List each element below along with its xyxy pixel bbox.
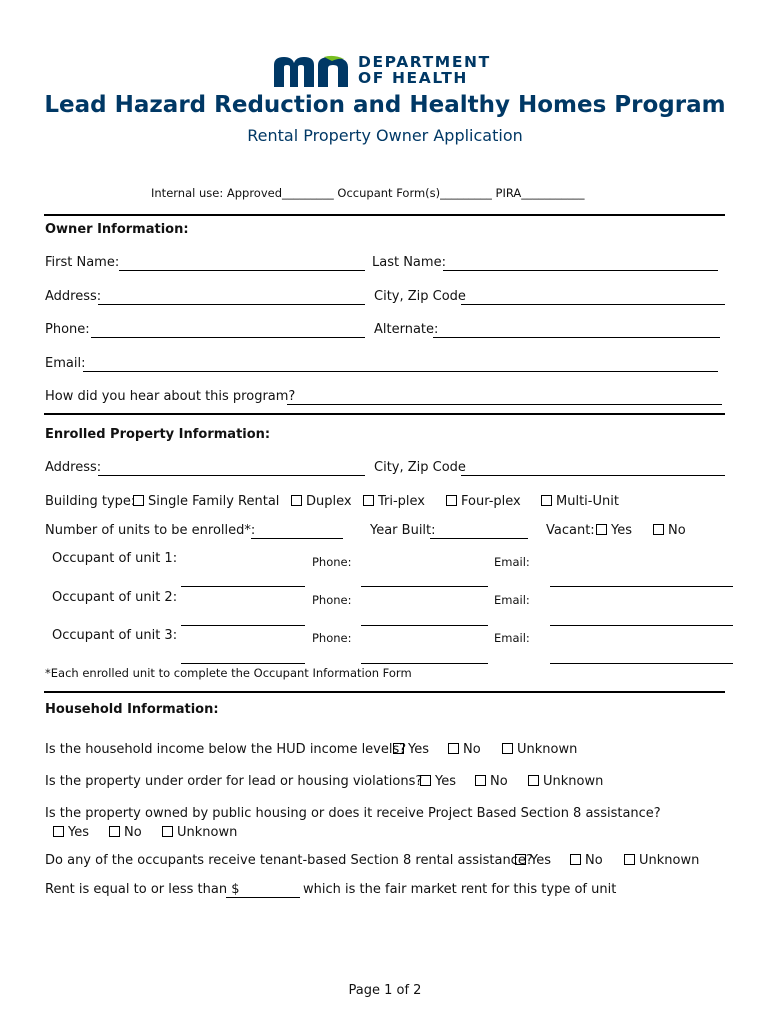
property-section-heading: Enrolled Property Information: [45, 427, 271, 442]
occupant-2-label: Occupant of unit 2: [52, 590, 178, 605]
checkbox[interactable] [653, 524, 664, 535]
vacant-no[interactable]: No [653, 523, 686, 538]
violations-yes[interactable]: Yes [420, 774, 456, 789]
mn-logo-icon [272, 55, 352, 89]
first-name-field[interactable] [119, 270, 365, 271]
checkbox[interactable] [448, 743, 459, 754]
checkbox[interactable] [624, 854, 635, 865]
violations-unknown[interactable]: Unknown [528, 774, 603, 789]
checkbox[interactable] [446, 495, 457, 506]
occupant-3-email-field[interactable] [550, 663, 733, 664]
occupant-3-email-label: Email: [494, 631, 530, 645]
occupant-1-phone-field[interactable] [361, 586, 488, 587]
owner-email-label: Email: [45, 356, 86, 371]
units-enrolled-label: Number of units to be enrolled*: [45, 523, 256, 538]
occupant-2-phone-field[interactable] [361, 625, 488, 626]
checkbox[interactable] [363, 495, 374, 506]
checkbox[interactable] [393, 743, 404, 754]
property-city-zip-field[interactable] [461, 475, 725, 476]
checkbox[interactable] [162, 826, 173, 837]
hear-about-label: How did you hear about this program? [45, 389, 296, 404]
building-type-triplex[interactable]: Tri-plex [363, 494, 425, 509]
property-address-label: Address: [45, 460, 102, 475]
rent-question-start: Rent is equal to or less than $ [45, 882, 240, 897]
public-housing-question: Is the property owned by public housing or does it receive Project Based Section 8 assistance? [45, 806, 661, 821]
building-type-duplex[interactable]: Duplex [291, 494, 352, 509]
section-divider [44, 413, 725, 415]
hear-about-field[interactable] [287, 404, 722, 405]
checkbox[interactable] [291, 495, 302, 506]
vacant-yes[interactable]: Yes [596, 523, 632, 538]
checkbox[interactable] [420, 775, 431, 786]
units-enrolled-field[interactable] [251, 538, 343, 539]
year-built-field[interactable] [430, 538, 528, 539]
occupant-2-phone-label: Phone: [312, 593, 352, 607]
occupant-2-email-label: Email: [494, 593, 530, 607]
income-unknown[interactable]: Unknown [502, 742, 577, 757]
first-name-label: First Name: [45, 255, 120, 270]
owner-city-zip-label: City, Zip Code [374, 289, 466, 304]
violations-question: Is the property under order for lead or housing violations? [45, 774, 423, 789]
occupant-1-email-field[interactable] [550, 586, 733, 587]
income-yes[interactable]: Yes [393, 742, 429, 757]
building-type-fourplex[interactable]: Four-plex [446, 494, 521, 509]
owner-phone-label: Phone: [45, 322, 90, 337]
page-number: Page 1 of 2 [348, 983, 422, 998]
public-housing-yes[interactable]: Yes [53, 825, 89, 840]
checkbox[interactable] [53, 826, 64, 837]
checkbox[interactable] [541, 495, 552, 506]
occupant-1-label: Occupant of unit 1: [52, 551, 178, 566]
vacant-label: Vacant: [546, 523, 595, 538]
property-address-field[interactable] [98, 475, 365, 476]
section8-no[interactable]: No [570, 853, 603, 868]
checkbox[interactable] [109, 826, 120, 837]
property-city-zip-label: City, Zip Code [374, 460, 466, 475]
section-divider [44, 214, 725, 216]
section-divider [44, 691, 725, 693]
page-subtitle: Rental Property Owner Application [247, 126, 523, 145]
checkbox[interactable] [596, 524, 607, 535]
rent-amount-field[interactable] [226, 897, 300, 898]
checkbox[interactable] [528, 775, 539, 786]
occupant-1-email-label: Email: [494, 555, 530, 569]
public-housing-no[interactable]: No [109, 825, 142, 840]
building-type-single-family[interactable]: Single Family Rental [133, 494, 279, 509]
checkbox[interactable] [475, 775, 486, 786]
owner-address-field[interactable] [98, 304, 365, 305]
owner-address-label: Address: [45, 289, 102, 304]
internal-use-line: Internal use: Approved_________ Occupant Form(s)_________ PIRA___________ [151, 186, 585, 200]
last-name-field[interactable] [443, 270, 718, 271]
checkbox[interactable] [570, 854, 581, 865]
checkbox[interactable] [502, 743, 513, 754]
occupant-2-name-field[interactable] [181, 625, 305, 626]
logo-line-1: DEPARTMENT [358, 53, 491, 71]
occupant-3-phone-field[interactable] [361, 663, 488, 664]
occupant-footnote: *Each enrolled unit to complete the Occupant Information Form [45, 666, 412, 680]
building-type-label: Building type: [45, 494, 136, 509]
occupant-2-email-field[interactable] [550, 625, 733, 626]
occupant-3-label: Occupant of unit 3: [52, 628, 178, 643]
owner-city-zip-field[interactable] [461, 304, 725, 305]
building-type-multi-unit[interactable]: Multi-Unit [541, 494, 619, 509]
year-built-label: Year Built: [370, 523, 436, 538]
checkbox[interactable] [133, 495, 144, 506]
household-section-heading: Household Information: [45, 702, 219, 717]
occupant-3-phone-label: Phone: [312, 631, 352, 645]
last-name-label: Last Name: [372, 255, 446, 270]
owner-alternate-label: Alternate: [374, 322, 439, 337]
violations-no[interactable]: No [475, 774, 508, 789]
income-no[interactable]: No [448, 742, 481, 757]
public-housing-unknown[interactable]: Unknown [162, 825, 237, 840]
occupant-1-name-field[interactable] [181, 586, 305, 587]
checkbox[interactable] [515, 854, 526, 865]
logo-line-2: OF HEALTH [358, 69, 468, 87]
owner-alternate-field[interactable] [433, 337, 720, 338]
occupant-3-name-field[interactable] [181, 663, 305, 664]
owner-section-heading: Owner Information: [45, 222, 189, 237]
section8-yes[interactable]: Yes [515, 853, 551, 868]
department-of-health-logo [358, 54, 491, 86]
rent-question-end: which is the fair market rent for this type of unit [303, 882, 617, 897]
income-question: Is the household income below the HUD income levels? [45, 742, 407, 757]
occupant-1-phone-label: Phone: [312, 555, 352, 569]
section8-question: Do any of the occupants receive tenant-based Section 8 rental assistance? [45, 853, 533, 868]
section8-unknown[interactable]: Unknown [624, 853, 699, 868]
owner-email-field[interactable] [83, 371, 718, 372]
page-title: Lead Hazard Reduction and Healthy Homes Program [44, 92, 726, 118]
owner-phone-field[interactable] [91, 337, 365, 338]
